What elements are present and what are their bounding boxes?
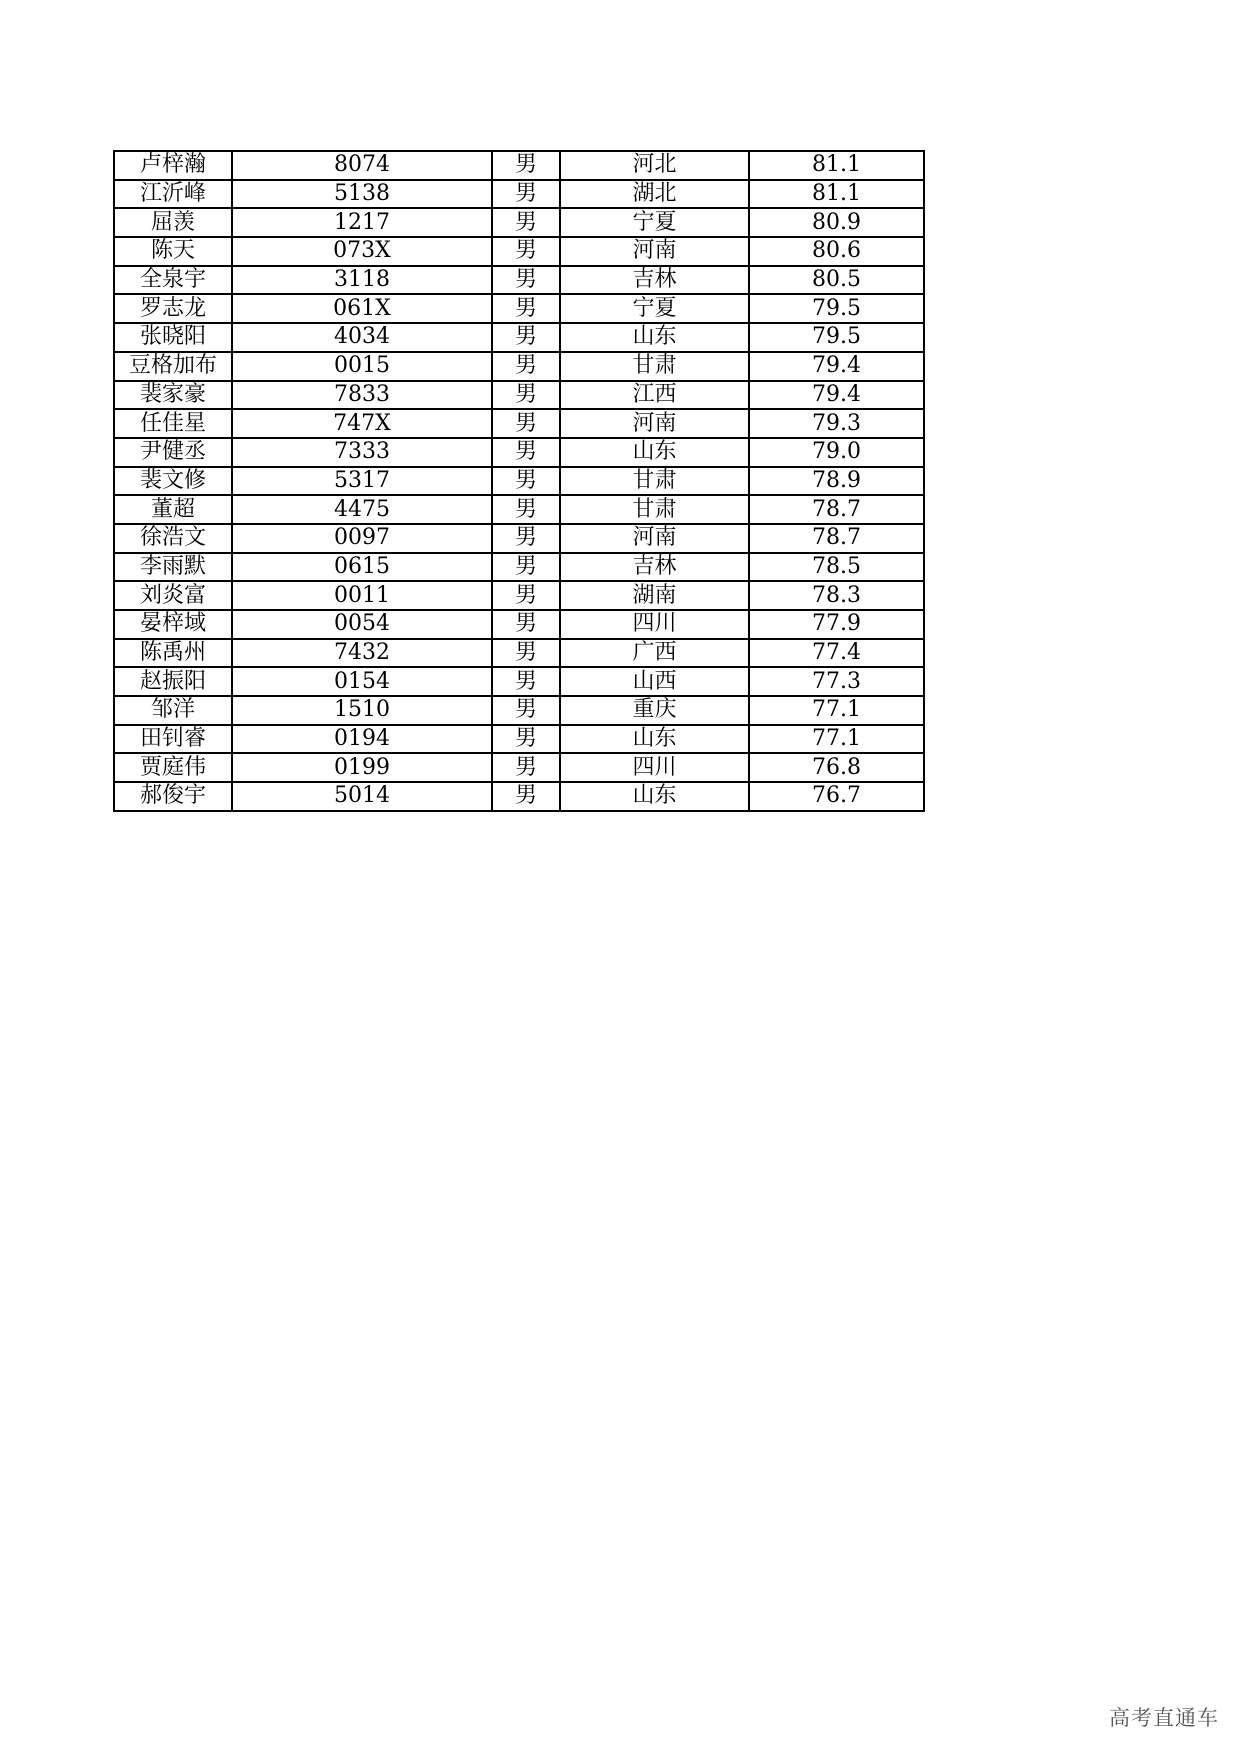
score-cell: 78.9: [749, 467, 924, 496]
score-cell: 77.4: [749, 639, 924, 668]
id-cell: 3118: [232, 266, 492, 295]
score-cell: 78.3: [749, 581, 924, 610]
score-cell: 79.4: [749, 352, 924, 381]
score-cell: 76.7: [749, 782, 924, 811]
sex-cell: 男: [492, 581, 560, 610]
sex-cell: 男: [492, 495, 560, 524]
id-cell: 1217: [232, 208, 492, 237]
sex-cell: 男: [492, 266, 560, 295]
name-cell: 徐浩文: [114, 524, 232, 553]
province-cell: 河南: [560, 237, 749, 266]
sex-cell: 男: [492, 381, 560, 410]
id-cell: 1510: [232, 696, 492, 725]
name-cell: 陈禹州: [114, 639, 232, 668]
table-row: [114, 352, 924, 381]
name-cell: 赵振阳: [114, 667, 232, 696]
id-cell: 7833: [232, 381, 492, 410]
score-cell: 79.0: [749, 438, 924, 467]
name-cell: 豆格加布: [114, 352, 232, 381]
sex-cell: 男: [492, 610, 560, 639]
province-cell: 甘肃: [560, 352, 749, 381]
province-cell: 甘肃: [560, 467, 749, 496]
table-row: [114, 180, 924, 209]
score-cell: 77.1: [749, 696, 924, 725]
name-cell: 刘炎富: [114, 581, 232, 610]
watermark: 高考直通车: [1109, 1706, 1219, 1730]
table-row: [114, 639, 924, 668]
table-row: [114, 409, 924, 438]
score-cell: 80.9: [749, 208, 924, 237]
province-cell: 河南: [560, 524, 749, 553]
id-cell: 4034: [232, 323, 492, 352]
table-row: [114, 151, 924, 180]
id-cell: 0015: [232, 352, 492, 381]
table-row: [114, 323, 924, 352]
name-cell: 晏梓域: [114, 610, 232, 639]
id-cell: 073X: [232, 237, 492, 266]
score-cell: 76.8: [749, 753, 924, 782]
score-cell: 80.5: [749, 266, 924, 295]
table-row: [114, 581, 924, 610]
sex-cell: 男: [492, 294, 560, 323]
sex-cell: 男: [492, 753, 560, 782]
id-cell: 0615: [232, 553, 492, 582]
name-cell: 邹洋: [114, 696, 232, 725]
id-cell: 0054: [232, 610, 492, 639]
id-cell: 5014: [232, 782, 492, 811]
table-row: [114, 667, 924, 696]
score-cell: 78.5: [749, 553, 924, 582]
table-row: [114, 610, 924, 639]
name-cell: 尹健丞: [114, 438, 232, 467]
score-cell: 77.3: [749, 667, 924, 696]
sex-cell: 男: [492, 323, 560, 352]
table-row: [114, 725, 924, 754]
score-cell: 78.7: [749, 495, 924, 524]
name-cell: 田钊睿: [114, 725, 232, 754]
name-cell: 贾庭伟: [114, 753, 232, 782]
province-cell: 湖南: [560, 581, 749, 610]
id-cell: 0199: [232, 753, 492, 782]
sex-cell: 男: [492, 237, 560, 266]
id-cell: 8074: [232, 151, 492, 180]
id-cell: 5317: [232, 467, 492, 496]
id-cell: 061X: [232, 294, 492, 323]
id-cell: 0154: [232, 667, 492, 696]
province-cell: 河北: [560, 151, 749, 180]
table-row: [114, 782, 924, 811]
sex-cell: 男: [492, 151, 560, 180]
sex-cell: 男: [492, 438, 560, 467]
name-cell: 任佳星: [114, 409, 232, 438]
score-cell: 80.6: [749, 237, 924, 266]
province-cell: 甘肃: [560, 495, 749, 524]
id-cell: 7432: [232, 639, 492, 668]
name-cell: 张晓阳: [114, 323, 232, 352]
table-row: [114, 294, 924, 323]
score-cell: 81.1: [749, 180, 924, 209]
id-cell: 0097: [232, 524, 492, 553]
name-cell: 全泉宇: [114, 266, 232, 295]
name-cell: 李雨默: [114, 553, 232, 582]
table-row: [114, 553, 924, 582]
score-cell: 77.1: [749, 725, 924, 754]
province-cell: 江西: [560, 381, 749, 410]
name-cell: 卢梓瀚: [114, 151, 232, 180]
id-cell: 4475: [232, 495, 492, 524]
name-cell: 裴文修: [114, 467, 232, 496]
sex-cell: 男: [492, 524, 560, 553]
table-row: [114, 467, 924, 496]
name-cell: 陈天: [114, 237, 232, 266]
province-cell: 山东: [560, 782, 749, 811]
sex-cell: 男: [492, 696, 560, 725]
sex-cell: 男: [492, 467, 560, 496]
province-cell: 湖北: [560, 180, 749, 209]
table-row: [114, 696, 924, 725]
province-cell: 宁夏: [560, 294, 749, 323]
sex-cell: 男: [492, 667, 560, 696]
id-cell: 7333: [232, 438, 492, 467]
table-row: [114, 753, 924, 782]
candidate-table-body: [114, 151, 924, 811]
sex-cell: 男: [492, 352, 560, 381]
sex-cell: 男: [492, 208, 560, 237]
id-cell: 5138: [232, 180, 492, 209]
id-cell: 0194: [232, 725, 492, 754]
sex-cell: 男: [492, 180, 560, 209]
sex-cell: 男: [492, 639, 560, 668]
province-cell: 山东: [560, 725, 749, 754]
table-row: [114, 266, 924, 295]
province-cell: 山西: [560, 667, 749, 696]
province-cell: 山东: [560, 438, 749, 467]
name-cell: 罗志龙: [114, 294, 232, 323]
province-cell: 重庆: [560, 696, 749, 725]
table-row: [114, 381, 924, 410]
name-cell: 屈羡: [114, 208, 232, 237]
name-cell: 郝俊宇: [114, 782, 232, 811]
name-cell: 裴家豪: [114, 381, 232, 410]
table-row: [114, 208, 924, 237]
table-row: [114, 438, 924, 467]
province-cell: 山东: [560, 323, 749, 352]
score-cell: 79.3: [749, 409, 924, 438]
id-cell: 747X: [232, 409, 492, 438]
sex-cell: 男: [492, 409, 560, 438]
province-cell: 河南: [560, 409, 749, 438]
score-cell: 78.7: [749, 524, 924, 553]
score-cell: 79.5: [749, 294, 924, 323]
score-cell: 77.9: [749, 610, 924, 639]
sex-cell: 男: [492, 553, 560, 582]
name-cell: 董超: [114, 495, 232, 524]
id-cell: 0011: [232, 581, 492, 610]
province-cell: 宁夏: [560, 208, 749, 237]
name-cell: 江沂峰: [114, 180, 232, 209]
province-cell: 吉林: [560, 553, 749, 582]
province-cell: 四川: [560, 610, 749, 639]
province-cell: 吉林: [560, 266, 749, 295]
score-cell: 79.5: [749, 323, 924, 352]
province-cell: 广西: [560, 639, 749, 668]
province-cell: 四川: [560, 753, 749, 782]
table-row: [114, 495, 924, 524]
sex-cell: 男: [492, 725, 560, 754]
sex-cell: 男: [492, 782, 560, 811]
table-row: [114, 524, 924, 553]
score-cell: 81.1: [749, 151, 924, 180]
table-row: [114, 237, 924, 266]
candidate-table: [113, 150, 925, 812]
score-cell: 79.4: [749, 381, 924, 410]
